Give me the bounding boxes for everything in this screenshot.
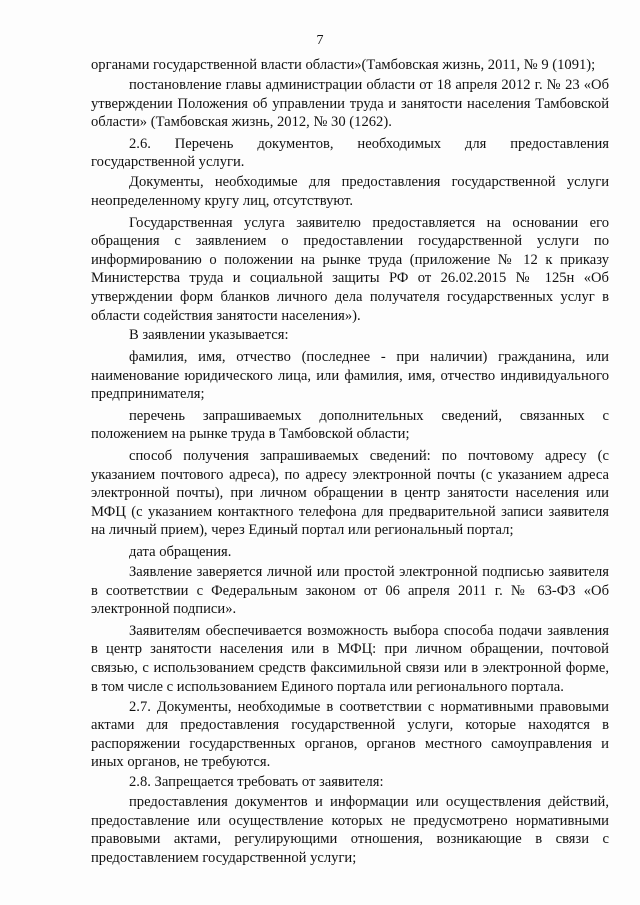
paragraph-requested-info: перечень запрашиваемых дополнительных сведений, связанных с положением на рынке труда в Тамбовской области; [91, 407, 609, 443]
document-body [91, 56, 609, 869]
paragraph-service-basis: Государственная услуга заявителю предоставляется на основании его обращения с заявлением о предоставлении государственной услуги по информированию о положении на рынке труда (приложение № 12 к приказу Министерства труда и социальной защиты РФ от 26.02.2015 № 125н «Об утверждении форм бланков личного дела получателя государственных услуг в области содействия занятости населения»). [91, 214, 609, 324]
paragraph-source-citation: органами государственной власти области»(Тамбовская жизнь, 2011, № 9 (1091); [91, 57, 596, 73]
paragraph-documents-absent: Документы, необходимые для предоставления государственной услуги неопределенному кругу лиц, отсутствуют. [91, 174, 609, 209]
paragraph-signature: Заявление заверяется личной или простой электронной подписью заявителя в соответствии с Федеральным законом от 06 апреля 2011 г. № 63-ФЗ «Об электронной подписи». [91, 564, 609, 618]
paragraph-section-2-7: 2.7. Документы, необходимые в соответствии с нормативными правовыми актами для предоставления государственной услуги, которые находятся в распоряжении государственных органов, органов местного самоуправления и иных органов, не требуются. [91, 698, 609, 771]
paragraph-submission-options: Заявителям обеспечивается возможность выбора способа подачи заявления в центр занятости населения или в МФЦ: при личном обращении, почтовой связью, с использованием средств факсимильной связи или в электронной форме, в том числе с использованием Единого портала или регионального портала. [91, 622, 609, 695]
paragraph-section-2-8-heading: 2.8. Запрещается требовать от заявителя: [129, 774, 384, 791]
paragraph-applicant-name: фамилия, имя, отчество (последнее - при наличии) гражданина, или наименование юридического лица, или фамилия, имя, отчество индивидуального предпринимателя; [91, 349, 609, 403]
paragraph-resolution-23: постановление главы администрации области от 18 апреля 2012 г. № 23 «Об утверждении Положения об управлении труда и занятости населения Тамбовской области» (Тамбовская жизнь, 2012, № 30 (1262). [91, 76, 609, 131]
paragraph-delivery-method: способ получения запрашиваемых сведений: по почтовому адресу (с указанием почтового адреса), по адресу электронной почты (с указанием адреса электронной почты), при личном обращении в центр занятости населения или МФЦ (с указанием контактного телефона для предварительной записи заявителя на личный прием), через Единый портал или региональный портал; [91, 448, 609, 539]
paragraph-section-2-6-heading: 2.6. Перечень документов, необходимых для предоставления государственной услуги. [91, 135, 609, 171]
paragraph-prohibited-requirements: предоставления документов и информации или осуществления действий, предоставление или осуществление которых не предусмотрено нормативными правовыми актами, регулирующими отношения, возникающие в связи с предоставлением государственной услуги; [91, 794, 609, 867]
paragraph-request-date: дата обращения. [129, 544, 232, 561]
paragraph-application-contents-intro: В заявлении указывается: [129, 327, 289, 344]
page-number: 7 [316, 33, 324, 48]
